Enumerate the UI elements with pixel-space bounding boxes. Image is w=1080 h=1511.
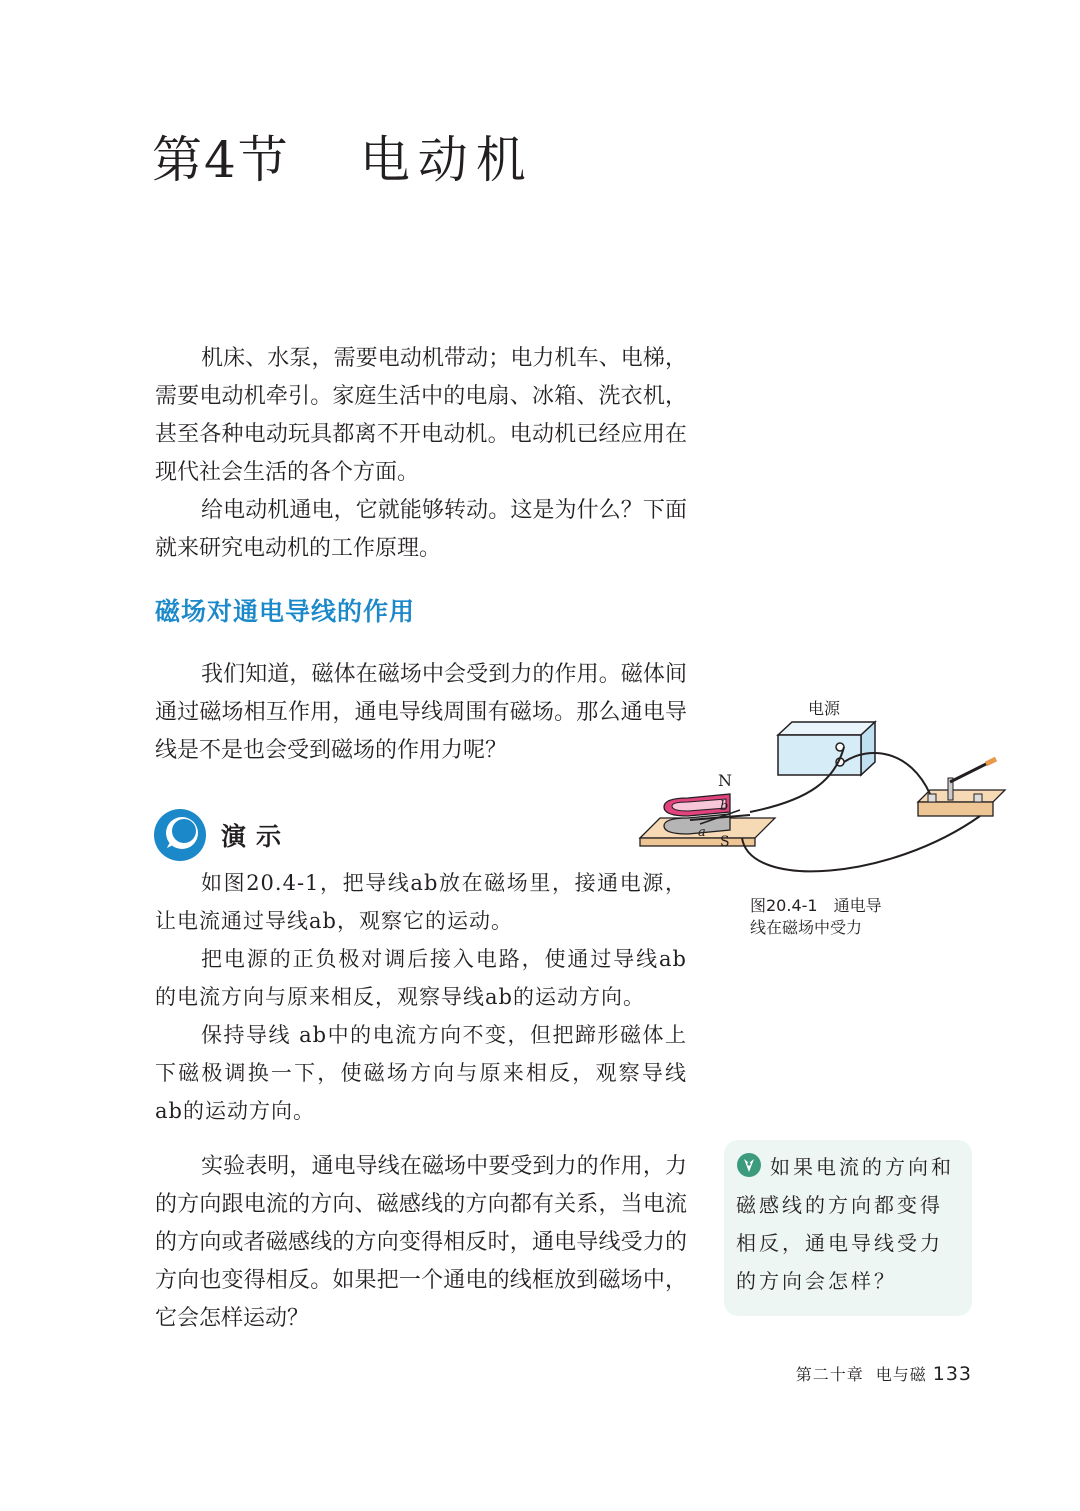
figure-caption-line-2: 线在磁场中受力 bbox=[750, 918, 863, 937]
power-label: 电源 bbox=[808, 699, 841, 718]
intro-section bbox=[155, 340, 687, 568]
experiment-diagram bbox=[630, 690, 1010, 890]
svg-text:b: b bbox=[720, 799, 729, 814]
pen-nib-icon bbox=[736, 1152, 762, 1178]
switch-icon bbox=[918, 759, 1005, 816]
conclusion-paragraph: 实验表明，通电导线在磁场中要受到力的作用，力的方向跟电流的方向、磁感线的方向都有关系，当电流的方向或者磁感线的方向变得相反时，通电导线受力的方向也变得相反。如果把一个通电的线框放到磁场中，它会怎样运动？ bbox=[155, 1154, 687, 1331]
footer-chapter: 第二十章 bbox=[795, 1365, 864, 1384]
body-paragraph-1: 我们知道，磁体在磁场中会受到力的作用。磁体间通过磁场相互作用，通电导线周围有磁场。那么通电导线是不是也会受到磁场的作用力呢？ bbox=[155, 662, 687, 763]
page-footer bbox=[796, 1362, 972, 1385]
pole-n-label: N bbox=[718, 771, 732, 790]
figure-caption bbox=[750, 895, 930, 939]
figure-caption-line-1: 图20.4-1 通电导 bbox=[750, 896, 882, 915]
subheading: 磁场对通电导线的作用 bbox=[155, 597, 416, 626]
demo-paragraph-3: 保持导线 ab中的电流方向不变，但把蹄形磁体上下磁极调换一下，使磁场方向与原来相反，观察导线 ab的运动方向。 bbox=[155, 1023, 687, 1123]
section-body bbox=[155, 656, 687, 770]
page-number: 133 bbox=[932, 1363, 972, 1385]
demo-label: 演示 bbox=[221, 822, 292, 851]
demo-icon bbox=[153, 808, 207, 862]
sidebar-question-box bbox=[724, 1140, 972, 1316]
sidebar-question-text: 如果电流的方向和磁感线的方向都变得相反，通电导线受力的方向会怎样？ bbox=[736, 1155, 954, 1293]
svg-text:a: a bbox=[698, 825, 706, 840]
figure-20-4-1 bbox=[630, 690, 1010, 890]
demo-section bbox=[155, 864, 687, 1130]
intro-paragraph-2: 给电动机通电，它就能够转动。这是为什么？下面就来研究电动机的工作原理。 bbox=[155, 498, 687, 561]
footer-chapter-name: 电与磁 bbox=[875, 1365, 927, 1384]
intro-paragraph-1: 机床、水泵，需要电动机带动；电力机车、电梯，需要电动机牵引。家庭生活中的电扇、冰箱、洗衣机，甚至各种电动玩具都离不开电动机。电动机已经应用在现代社会生活的各个方面。 bbox=[155, 346, 687, 485]
demo-paragraph-2: 把电源的正负极对调后接入电路，使通过导线ab的电流方向与原来相反，观察导线ab的运动方向。 bbox=[155, 947, 687, 1009]
section-name: 电动机 bbox=[359, 131, 534, 189]
demo-paragraph-1: 如图20.4-1，把导线ab放在磁场里，接通电源，让电流通过导线ab，观察它的运动。 bbox=[155, 871, 687, 933]
power-supply-icon bbox=[778, 722, 875, 775]
section-number: 第4节 bbox=[152, 131, 290, 189]
pole-s-label: S bbox=[720, 834, 730, 850]
section-title bbox=[152, 120, 534, 192]
conclusion-section bbox=[155, 1148, 687, 1338]
demo-header bbox=[153, 808, 291, 862]
wire-3 bbox=[742, 816, 980, 871]
